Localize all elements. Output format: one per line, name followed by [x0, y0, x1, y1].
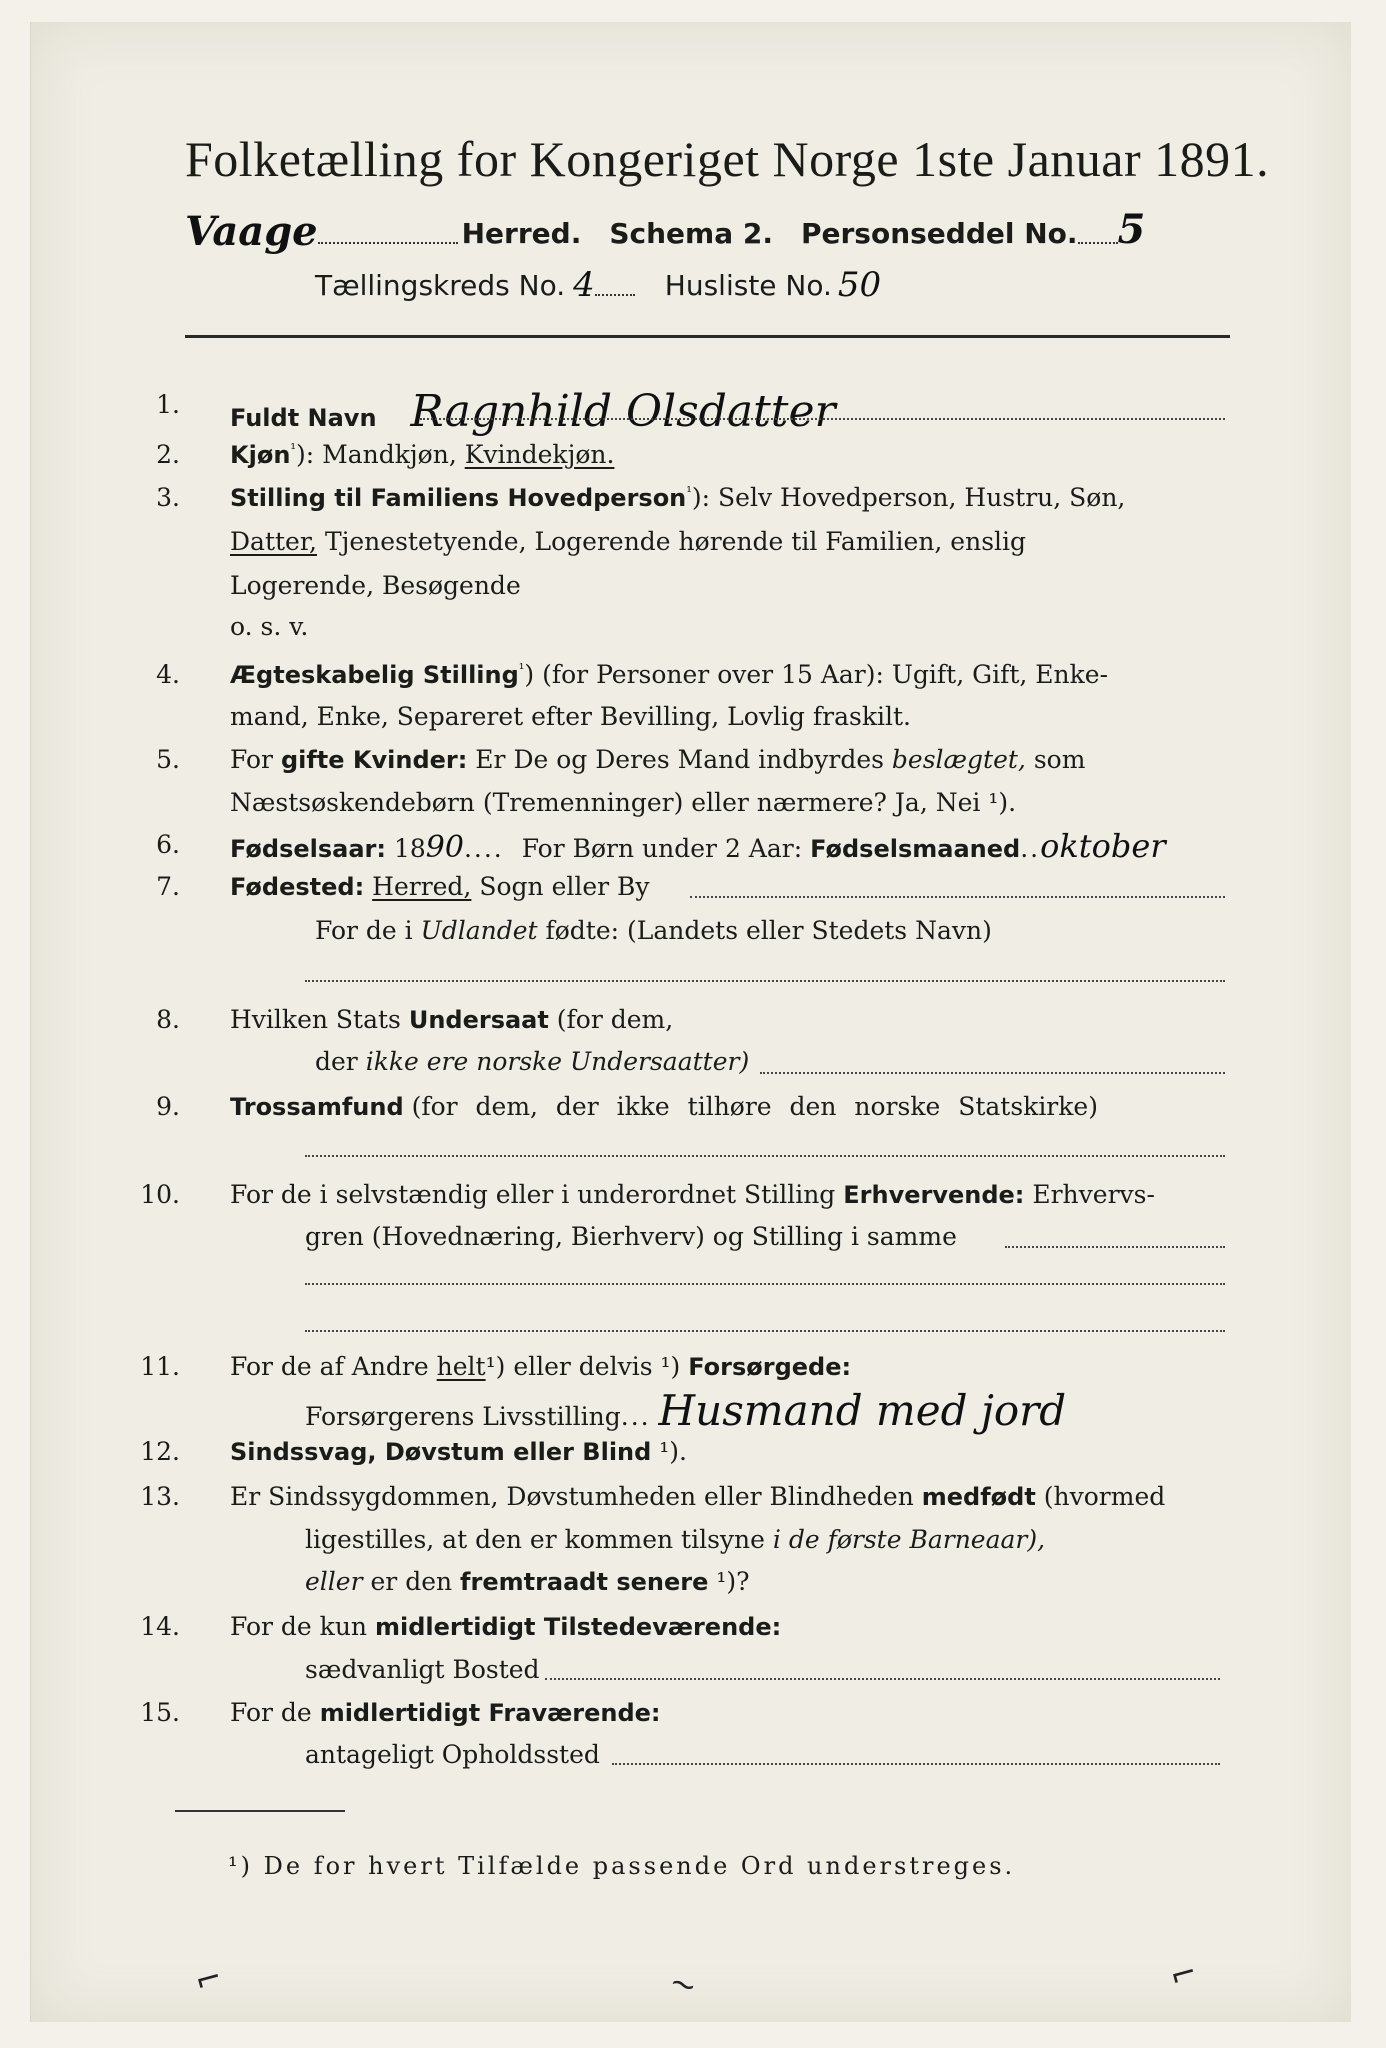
q14-pre: For de kun	[230, 1612, 368, 1641]
kreds-line	[315, 262, 1165, 305]
q12-rest: ¹).	[659, 1437, 687, 1466]
q13-line2-italic: i de første Barneaar),	[772, 1525, 1046, 1554]
q7-line2-pre: For de i	[315, 916, 413, 945]
provider-dots: ...	[620, 1402, 651, 1431]
birthplace-options: Sogn eller By	[479, 872, 650, 901]
question-number: 9.	[156, 1092, 180, 1121]
q5-italic: beslægtet,	[891, 745, 1026, 774]
birth-month-label: Fødselsmaaned	[810, 835, 1021, 863]
q10-end: Erhvervs-	[1032, 1180, 1155, 1209]
question-15-line1	[230, 1698, 661, 1727]
kreds-value: 4	[573, 265, 595, 305]
temporarily-present-label: midlertidigt Tilstedeværende:	[374, 1613, 782, 1641]
religion-rest: (for dem, der ikke tilhøre den norske Statskirke)	[411, 1092, 1098, 1121]
question-5-line1	[230, 745, 1085, 774]
question-number: 13.	[140, 1482, 180, 1511]
birthplace-selected: Herred,	[372, 872, 472, 901]
footnote-ref: ¹	[518, 661, 525, 678]
personseddel-label: Personseddel No.	[800, 217, 1078, 250]
presumed-location-line	[612, 1763, 1220, 1765]
q6-mid: For Børn under 2 Aar:	[521, 834, 803, 863]
usual-residence-label: sædvanligt Bosted	[305, 1655, 540, 1684]
pencil-mark: ⌐	[1165, 1952, 1202, 1996]
question-9-text	[230, 1092, 1098, 1121]
citizenship-line	[760, 1072, 1225, 1074]
q5-pre: For	[230, 745, 273, 774]
census-form	[30, 22, 1351, 2022]
congenital-label: medfødt	[921, 1483, 1036, 1511]
footnote-ref: ¹	[686, 484, 692, 501]
q5-mid: Er De og Deres Mand indbyrdes	[475, 745, 884, 774]
q7-line2-rest: fødte: (Landets eller Stedets Navn)	[545, 916, 992, 945]
sex-label: Kjøn	[230, 441, 291, 469]
question-7-line2-text	[315, 916, 992, 945]
birth-year-prefix: 18	[393, 834, 426, 863]
pencil-mark: ⌐	[190, 1957, 227, 2001]
disability-label: Sindssvag, Døvstum eller Blind	[230, 1438, 652, 1466]
question-6-text	[230, 827, 1166, 865]
form-title: Folketælling for Kongeriget Norge 1ste Januar 1891.	[185, 131, 1270, 187]
question-14-line1	[230, 1612, 781, 1641]
q13-line3-italic: eller	[305, 1567, 363, 1596]
question-number: 14.	[140, 1612, 180, 1641]
question-number: 2.	[156, 440, 180, 469]
kreds-label: Tællingskreds No.	[315, 269, 566, 302]
q15-pre: For de	[230, 1698, 312, 1727]
question-number: 4.	[156, 660, 180, 689]
question-number: 6.	[156, 830, 180, 859]
herred-value: Vaage	[185, 208, 318, 255]
family-position-options-2: Tjenestetyende, Logerende hørende til Familien, enslig	[324, 527, 1027, 556]
husliste-value: 50	[837, 265, 882, 305]
birth-month-value: oktober	[1040, 827, 1166, 865]
birthplace-line	[690, 896, 1225, 898]
kreds-dots	[595, 293, 635, 296]
q13-end: (hvormed	[1043, 1482, 1166, 1511]
family-position-options: ): Selv Hovedperson, Hustru, Søn,	[691, 483, 1126, 512]
header-rule	[185, 335, 1230, 338]
occupation-line-2	[305, 1283, 1225, 1285]
q11-pre: For de af Andre	[230, 1352, 429, 1381]
question-number: 11.	[140, 1352, 180, 1381]
supported-selected: helt	[436, 1352, 486, 1381]
supported-label: Forsørgede:	[688, 1353, 852, 1381]
husliste-label: Husliste No.	[664, 269, 832, 302]
pencil-mark: ~	[664, 1961, 703, 2007]
q7-line2-italic: Udlandet	[420, 916, 538, 945]
birth-year-value: 90	[425, 830, 464, 865]
full-name-value: Ragnhild Olsdatter	[410, 386, 836, 437]
family-position-selected: Datter,	[230, 527, 317, 556]
later-onset-label: fremtraadt senere	[460, 1568, 709, 1596]
q13-pre: Er Sindssygdommen, Døvstumheden eller Blindheden	[230, 1482, 914, 1511]
married-women-label: gifte Kvinder:	[280, 746, 468, 774]
birth-month-dots: ..	[1020, 834, 1041, 863]
temporarily-absent-label: midlertidigt Fraværende:	[319, 1699, 661, 1727]
sex-options: ): Mandkjøn,	[296, 440, 457, 469]
q8-pre: Hvilken Stats	[230, 1005, 401, 1034]
marital-status-label: Ægteskabelig Stilling	[230, 661, 519, 689]
question-number: 7.	[156, 872, 180, 901]
q5-end: som	[1033, 745, 1086, 774]
presumed-location-label: antageligt Opholdssted	[305, 1740, 600, 1769]
question-number: 15.	[140, 1698, 180, 1727]
q13-line2-pre: ligestilles, at den er kommen tilsyne	[305, 1525, 765, 1554]
religion-line	[305, 1155, 1225, 1157]
question-number: 10.	[140, 1180, 180, 1209]
provider-occupation-value: Husmand med jord	[658, 1386, 1067, 1435]
question-2-text	[230, 440, 614, 469]
herred-label: Herred.	[461, 217, 582, 250]
question-11-line2-text	[305, 1386, 1067, 1435]
occupation-line-3	[305, 1330, 1225, 1332]
family-position-options-3: Logerende, Besøgende	[230, 571, 521, 600]
family-position-etc: o. s. v.	[230, 612, 309, 641]
question-3-line2-text	[230, 527, 1026, 556]
personseddel-dots	[1078, 241, 1118, 244]
personseddel-value: 5	[1117, 206, 1146, 253]
occupation-line-1	[1005, 1246, 1225, 1248]
q11-mid: ¹) eller delvis ¹)	[485, 1352, 681, 1381]
question-10-line1	[230, 1180, 1155, 1209]
question-4-line1	[230, 660, 1108, 689]
question-13-line1	[230, 1482, 1165, 1511]
marital-status-options-2: mand, Enke, Separeret efter Bevilling, Lovlig fraskilt.	[230, 702, 911, 731]
birth-year-dots: ....	[463, 834, 504, 863]
foreign-birthplace-line	[305, 980, 1225, 982]
footnote-rule	[175, 1810, 345, 1812]
q13-line3-end: ¹)?	[716, 1567, 750, 1596]
q8-line2-italic: ikke ere norske Undersaatter)	[365, 1047, 750, 1076]
footnote-ref: ¹	[290, 441, 297, 458]
question-11-line1	[230, 1352, 851, 1381]
question-12-text	[230, 1437, 687, 1466]
question-number: 3.	[156, 483, 180, 512]
q8-line2-pre: der	[315, 1047, 358, 1076]
question-13-line2-text	[305, 1525, 1045, 1554]
q10-line2: gren (Hovednæring, Bierhverv) og Stilling i samme	[305, 1222, 957, 1251]
q13-line3-mid: er den	[370, 1567, 453, 1596]
provider-occupation-label: Forsørgerens Livsstilling	[305, 1402, 621, 1431]
question-number: 12.	[140, 1437, 180, 1466]
question-7-line1	[230, 872, 650, 901]
herred-line	[185, 200, 1245, 255]
occupation-label: Erhvervende:	[843, 1181, 1025, 1209]
question-8-line2-text	[315, 1047, 749, 1076]
birth-year-label: Fødselsaar:	[230, 835, 386, 863]
religion-label: Trossamfund	[230, 1093, 404, 1121]
sex-selected: Kvindekjøn.	[464, 440, 615, 469]
question-3-line1	[230, 483, 1125, 512]
family-position-label: Stilling til Familiens Hovedperson	[230, 484, 687, 512]
question-number: 5.	[156, 745, 180, 774]
question-number: 8.	[156, 1005, 180, 1034]
q10-pre: For de i selvstændig eller i underordnet Stilling	[230, 1180, 836, 1209]
citizenship-label: Undersaat	[408, 1006, 549, 1034]
footnote: ¹) De for hvert Tilfælde passende Ord understreges.	[228, 1852, 1016, 1880]
birthplace-label: Fødested:	[230, 873, 365, 901]
herred-dots	[318, 241, 458, 244]
full-name-label: Fuldt Navn	[230, 404, 377, 432]
question-13-line3-text	[305, 1567, 750, 1596]
question-1-text	[230, 386, 836, 437]
q5-line2: Næstsøskendebørn (Tremenninger) eller nærmere? Ja, Nei ¹).	[230, 788, 1017, 817]
question-number: 1.	[156, 390, 180, 419]
marital-status-options: ) (for Personer over 15 Aar): Ugift, Gift, Enke-	[524, 660, 1109, 689]
usual-residence-line	[545, 1678, 1220, 1680]
question-8-line1	[230, 1005, 673, 1034]
full-name-line	[420, 418, 1225, 420]
schema-label: Schema 2.	[609, 217, 773, 250]
q8-rest: (for dem,	[556, 1005, 674, 1034]
